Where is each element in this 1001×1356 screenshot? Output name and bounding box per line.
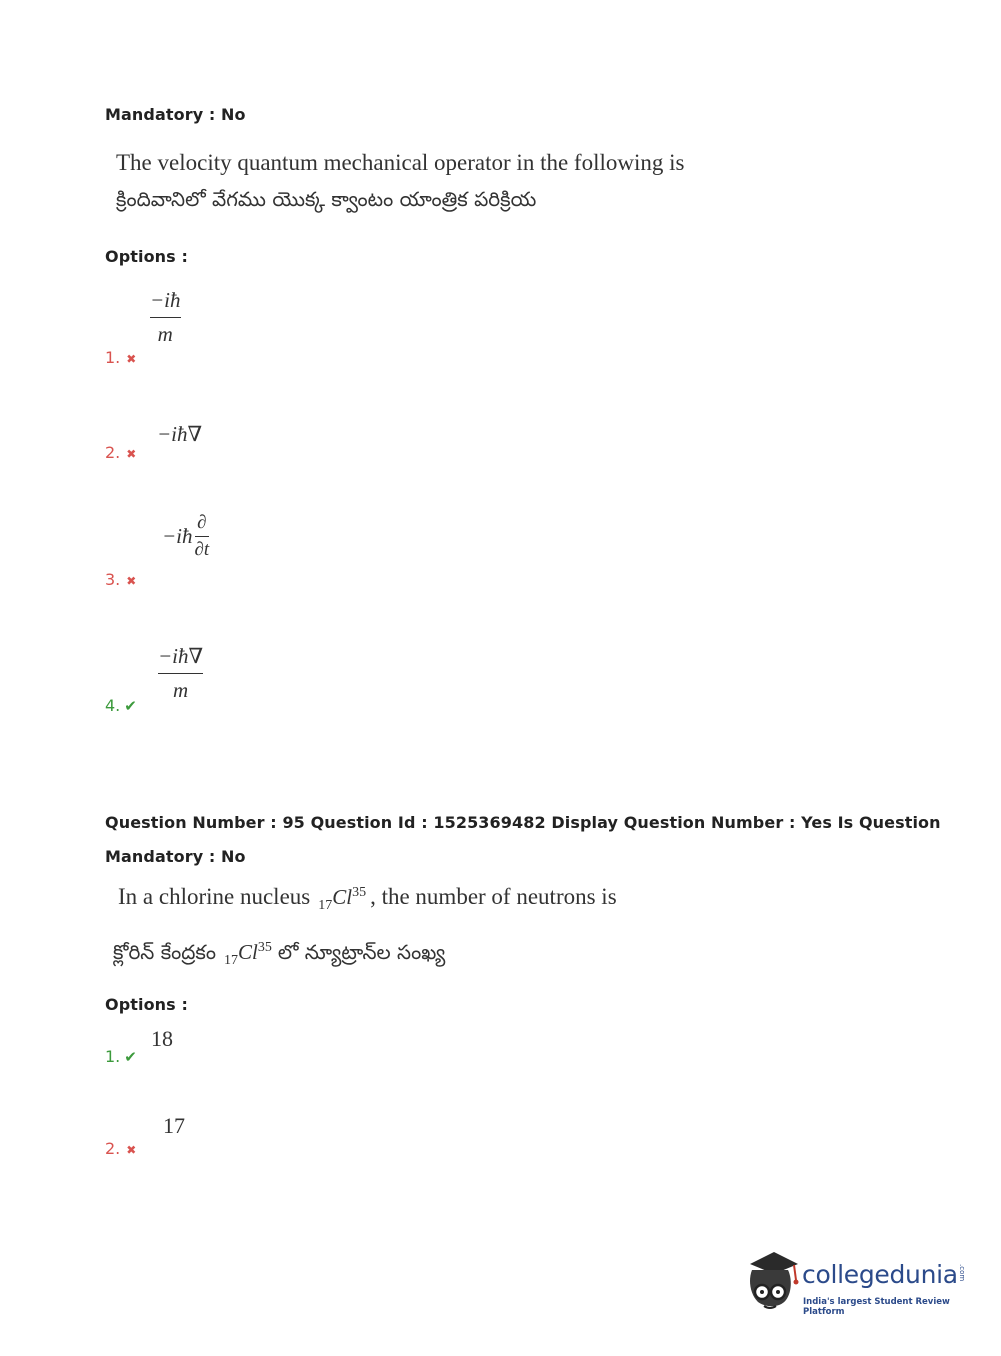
cross-icon: ✖: [126, 352, 137, 366]
cross-icon: ✖: [126, 447, 137, 461]
atomic-number: 17: [318, 898, 333, 914]
option-2-expression: −iħ∇: [157, 422, 203, 446]
option-2-number: 2.: [105, 443, 121, 462]
cross-icon: ✖: [126, 1143, 137, 1157]
brand-suffix: .com: [958, 1264, 966, 1282]
fraction-bar: [195, 536, 210, 537]
option-3-numerator: ∂: [197, 512, 207, 533]
brand-name: collegedunia: [802, 1260, 958, 1289]
check-icon: ✔: [124, 1048, 137, 1066]
mass-number: 35: [352, 885, 367, 900]
option-1-number: 1.: [105, 1047, 121, 1066]
question-telugu-pre: క్లోరిన్ కేంద్రకం: [113, 940, 216, 964]
option-3-number: 3.: [105, 570, 121, 589]
option-2[interactable]: [105, 443, 136, 462]
option-4-numerator: −iħ∇: [158, 644, 204, 668]
option-4-number: 4.: [105, 696, 121, 715]
question-text-english: [118, 884, 617, 914]
question-telugu-post: లో న్యూట్రాన్‌ల సంఖ్య: [277, 940, 446, 964]
collegedunia-logo[interactable]: [740, 1250, 970, 1320]
option-3[interactable]: [105, 570, 136, 589]
question-text-telugu: [113, 940, 445, 969]
element-symbol: Cl: [237, 940, 258, 964]
question-text-pre: In a chlorine nucleus: [118, 884, 311, 909]
option-1-number: 1.: [105, 348, 121, 367]
question-text-telugu: క్రిందివానిలో వేగము యొక్క క్వాంటం యాంత్రిక పరిక్రియ: [116, 187, 537, 211]
mass-number: 35: [257, 940, 272, 955]
option-3-expression: [162, 512, 209, 561]
option-1-denominator: m: [157, 322, 173, 346]
option-4[interactable]: [105, 696, 137, 715]
option-1-value: 18: [151, 1026, 173, 1051]
mascot-icon: [740, 1250, 802, 1316]
option-1[interactable]: [105, 348, 136, 367]
nucleus-notation: [318, 885, 366, 914]
fraction-bar: [150, 317, 181, 318]
option-4-denominator: m: [173, 678, 189, 702]
element-symbol: Cl: [332, 885, 353, 909]
option-3-denominator: ∂t: [194, 539, 210, 560]
atomic-number: 17: [223, 953, 238, 969]
brand-tagline: India's largest Student Review Platform: [803, 1297, 950, 1317]
question-text-post: , the number of neutrons is: [370, 884, 617, 909]
mandatory-label: Mandatory : No: [105, 105, 246, 124]
option-3-lead: −iħ: [162, 524, 193, 548]
options-label: Options :: [105, 995, 188, 1014]
check-icon: ✔: [124, 697, 137, 715]
question-header: Question Number : 95 Question Id : 1525369482 Display Question Number : Yes Is Question: [105, 813, 941, 832]
option-1-numerator: −iħ: [150, 288, 181, 312]
option-1-expression: [150, 288, 181, 347]
option-2-value: 17: [163, 1113, 185, 1138]
fraction-bar: [158, 673, 203, 674]
cross-icon: ✖: [126, 574, 137, 588]
option-1[interactable]: [105, 1047, 137, 1066]
mandatory-label: Mandatory : No: [105, 847, 246, 866]
option-4-expression: [158, 644, 203, 703]
options-label: Options :: [105, 247, 188, 266]
nucleus-notation: [224, 940, 272, 969]
option-2-number: 2.: [105, 1139, 121, 1158]
option-2[interactable]: [105, 1139, 136, 1158]
question-text-english: The velocity quantum mechanical operator in the following is: [116, 150, 685, 175]
